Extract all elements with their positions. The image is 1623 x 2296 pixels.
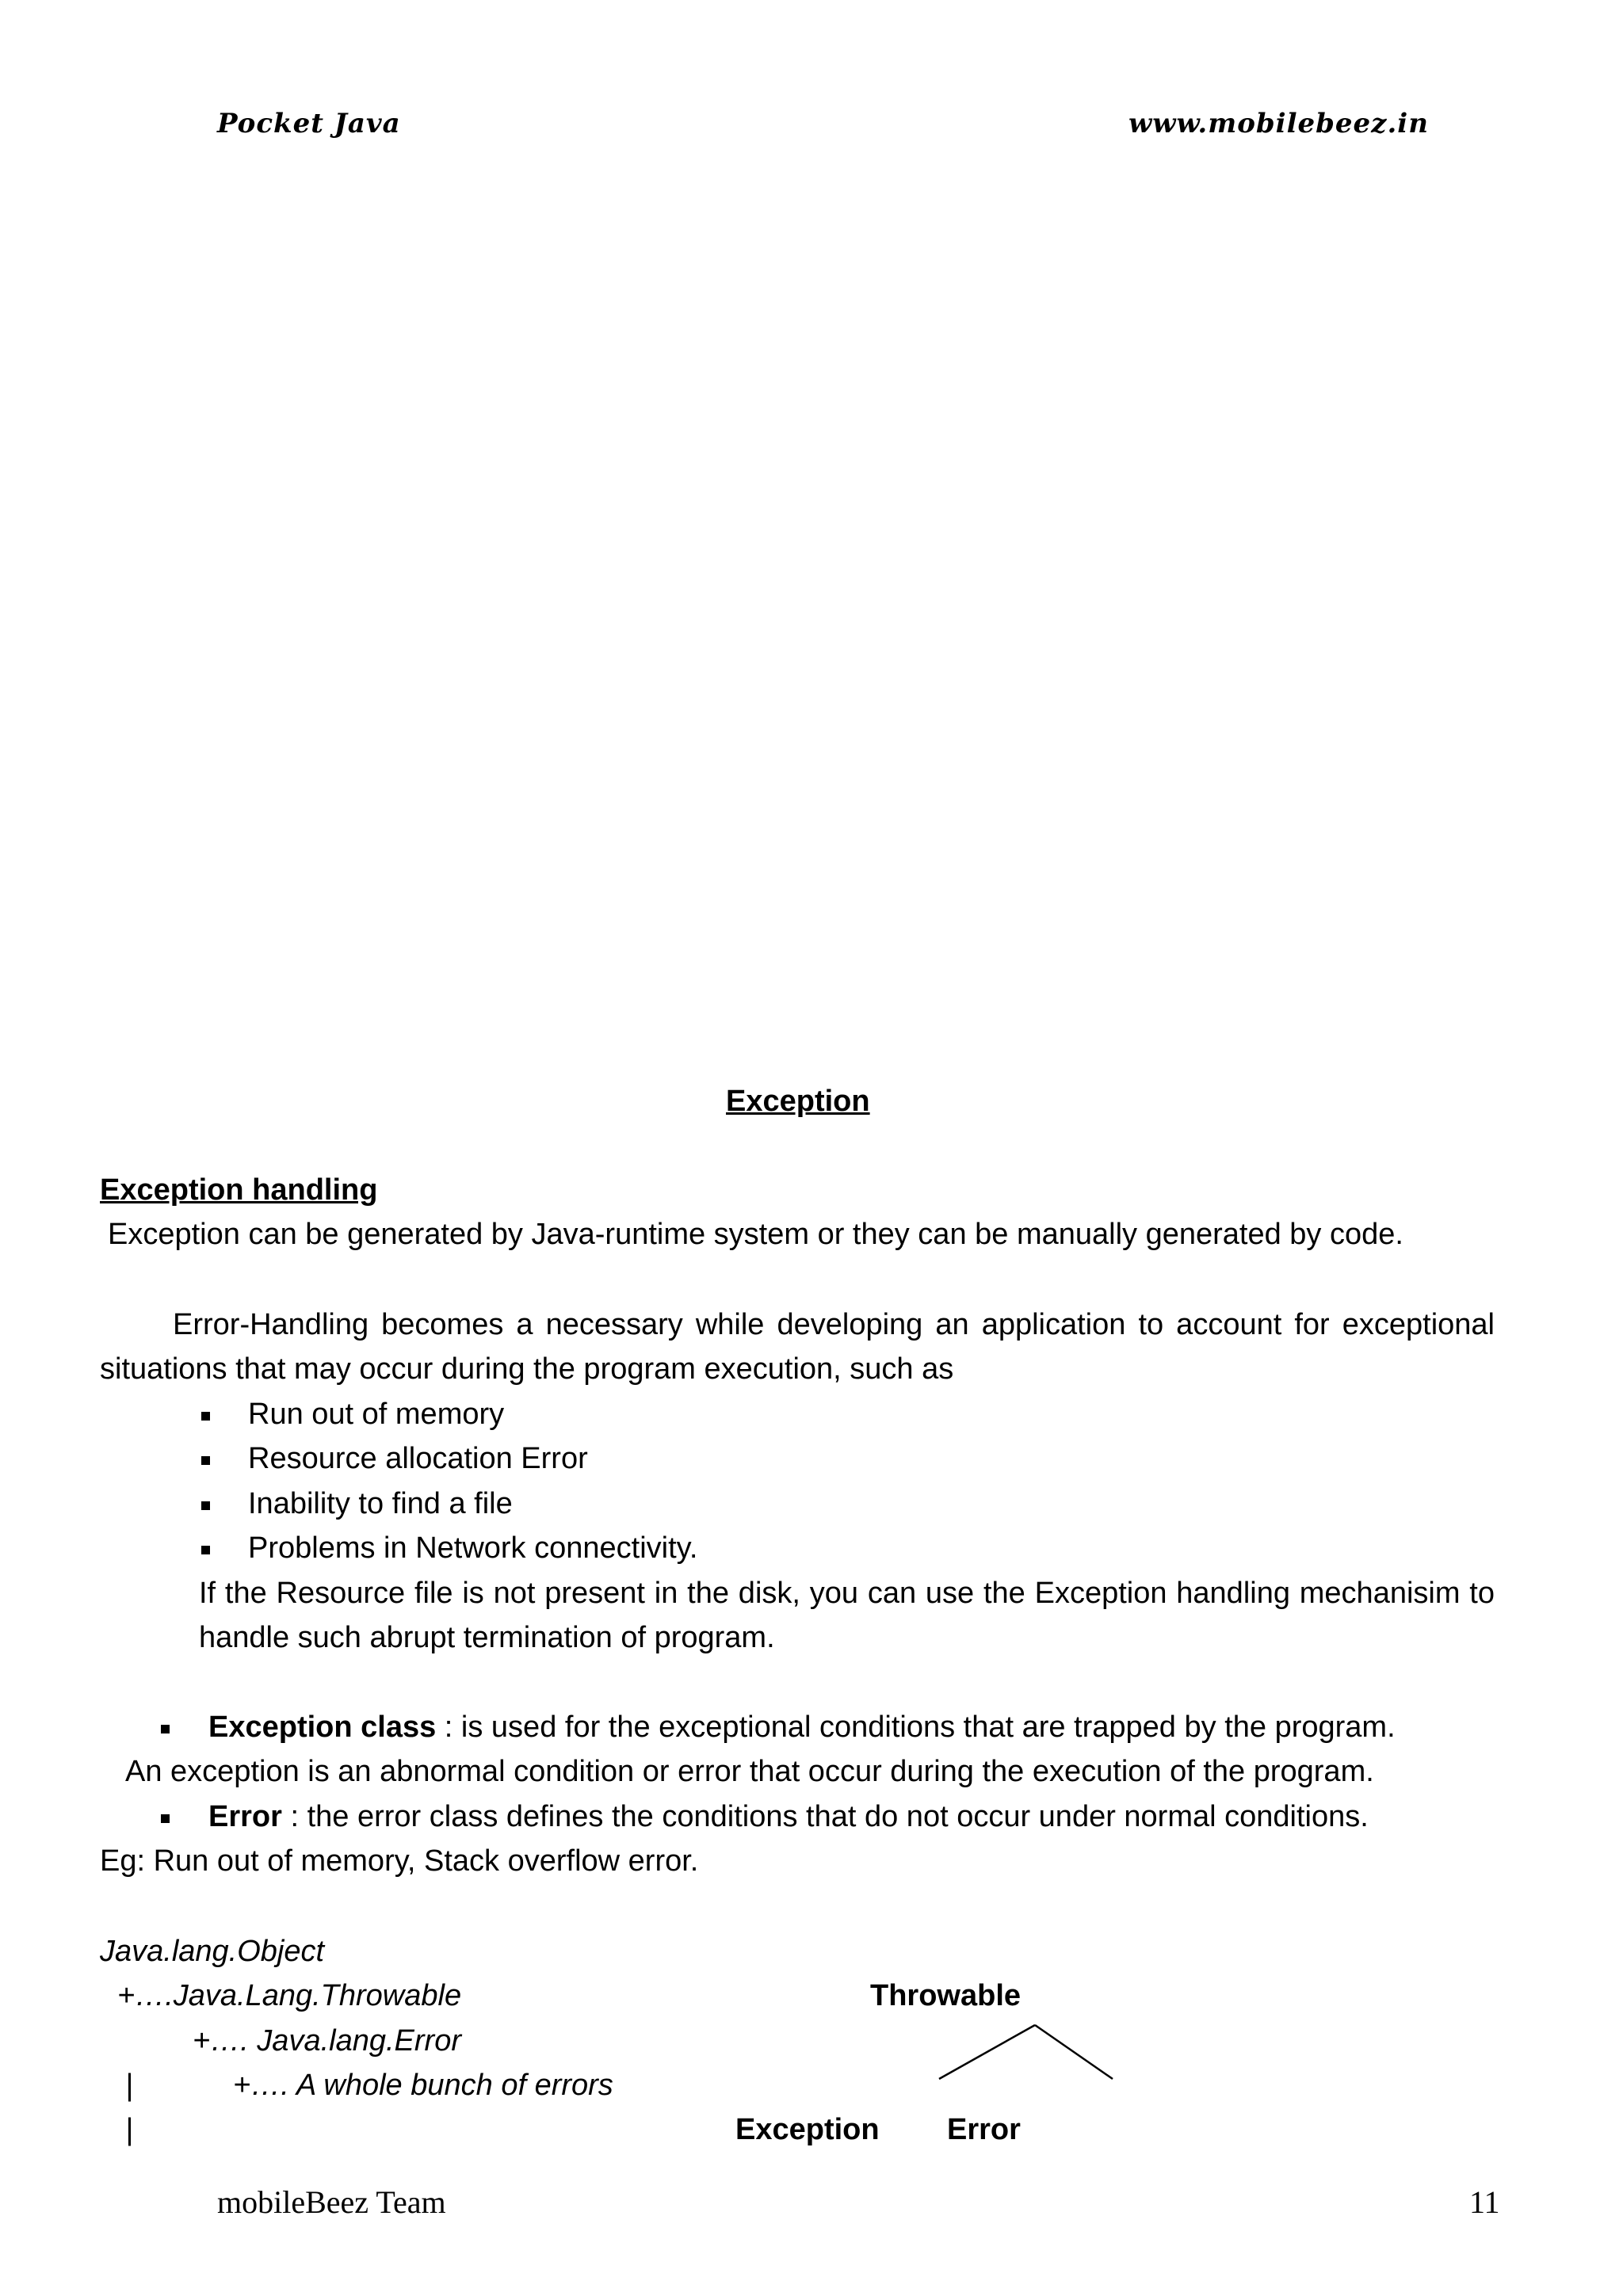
intro-text: Exception can be generated by Java-runtime system or they can be manually generated by code. [108, 1218, 1403, 1251]
note-line-1: If the Resource file is not present in the disk, you can use the Exception handling mechanisim to [199, 1577, 1495, 1610]
hierarchy-line-1: Java.lang.Object [100, 1935, 325, 1968]
exception-class-text: : is used for the exceptional conditions that are trapped by the program. [436, 1711, 1396, 1744]
header-right: www.mobilebeez.in [1128, 108, 1429, 139]
list-item-text: Problems in Network connectivity. [248, 1531, 698, 1565]
exception-description: An exception is an abnormal condition or error that occur during the execution of the program. [125, 1755, 1374, 1788]
hierarchy-line-3: +…. Java.lang.Error [193, 2024, 461, 2058]
error-label: Error [208, 1800, 282, 1833]
example-text: Eg: Run out of memory, Stack overflow error. [100, 1844, 699, 1878]
header-left: Pocket Java [217, 108, 401, 139]
bullet-icon [201, 1501, 210, 1510]
bullet-icon [201, 1456, 210, 1465]
paragraph-line-1: Error-Handling becomes a necessary while developing an application to account for exceptional [173, 1308, 1495, 1341]
list-item-text: Resource allocation Error [248, 1442, 588, 1475]
note-line-2: handle such abrupt termination of program. [199, 1621, 775, 1654]
list-item-text: Inability to find a file [248, 1487, 513, 1520]
bullet-icon [201, 1546, 210, 1554]
diagram-exception-label: Exception [735, 2113, 880, 2146]
bullet-icon [161, 1814, 170, 1823]
exception-class-label: Exception class [208, 1711, 437, 1744]
hierarchy-line-4: +…. A whole bunch of errors [233, 2069, 613, 2102]
page-title: Exception [726, 1085, 870, 1118]
hierarchy-pipe: | [125, 2113, 133, 2146]
error-text: : the error class defines the conditions that do not occur under normal conditions. [281, 1800, 1369, 1833]
list-item-text: Run out of memory [248, 1398, 505, 1431]
hierarchy-pipe: | [125, 2069, 133, 2102]
diagram-error-label: Error [947, 2113, 1021, 2146]
bullet-icon [201, 1412, 210, 1421]
error-definition [208, 1794, 1369, 1839]
hierarchy-line-2: +….Java.Lang.Throwable [117, 1979, 462, 2012]
diagram-branch-lines [919, 2020, 1117, 2084]
footer-team: mobileBeez Team [217, 2184, 446, 2220]
diagram-root-label: Throwable [870, 1979, 1022, 2012]
bullet-icon [161, 1725, 170, 1733]
page-number: 11 [1469, 2184, 1500, 2220]
exception-class-definition [208, 1705, 1396, 1749]
section-heading: Exception handling [100, 1173, 378, 1207]
paragraph-line-2: situations that may occur during the program execution, such as [100, 1352, 954, 1386]
